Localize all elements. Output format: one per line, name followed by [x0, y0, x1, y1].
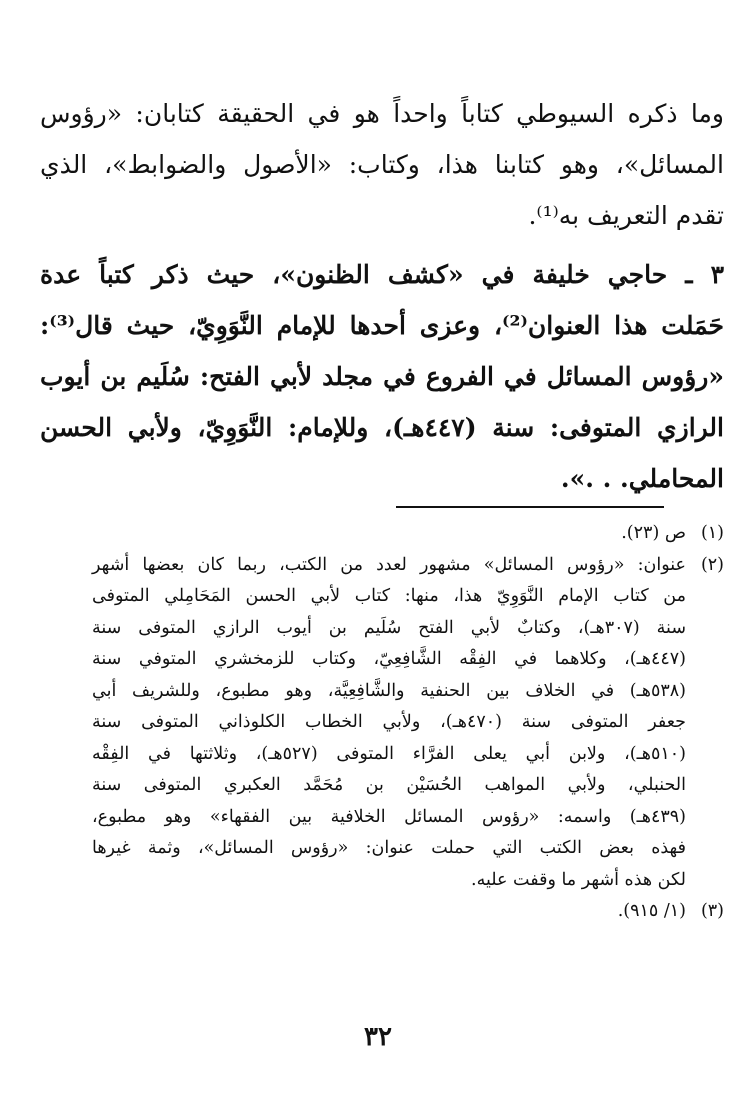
- paragraph-suyuti: [40, 88, 724, 241]
- footnote-line: (٥٣٨هـ) في الخلاف بين الحنفية والشَّافِعِيَّة، وهو مطبوع، وللشريف أبي: [92, 680, 686, 701]
- footnote-number: (٢): [700, 554, 724, 575]
- footnotes: [92, 518, 724, 928]
- text-line: تقدم التعريف به⁽¹⁾.: [528, 201, 724, 230]
- footnote-line: (٤٤٧هـ)، وكلاهما في الفِقْه الشَّافِعِيّ، وكتاب للزمخشري المتوفي سنة: [92, 649, 686, 669]
- text-line: وما ذكره السيوطي كتاباً واحداً هو في الحقيقة كتابان: «رؤوس: [40, 99, 724, 128]
- footnote-number: (٣): [700, 901, 724, 921]
- footnote-text: [92, 550, 686, 897]
- main-text: [40, 88, 724, 504]
- footnote-line: ص (٢٣).: [621, 523, 686, 543]
- paragraph-haji-khalifa: [40, 249, 724, 504]
- footnote-number: (١): [700, 523, 724, 543]
- footnote-line: الحنبلي، ولأبي المواهب الحُسَيْن بن مُحَمَّد العكبري المتوفى سنة: [92, 775, 686, 795]
- text-line: الرازي المتوفى: سنة (٤٤٧هـ)، وللإمام: النَّوَوِيّ، ولأبي الحسن: [40, 413, 724, 442]
- footnote-line: جعفر المتوفى سنة (٤٧٠هـ)، ولأبي الخطاب الكلوذاني المتوفى سنة: [92, 712, 686, 732]
- footnote-line: من كتاب الإمام النَّوَوِيّ هذا، منها: كتاب لأبي الحسن المَحَامِلي المتوفى: [92, 586, 686, 606]
- footnote-line: لكن هذه أشهر ما وقفت عليه.: [471, 869, 686, 890]
- text-line: حَمَلت هذا العنوان⁽²⁾، وعزى أحدها للإمام النَّوَوِيّ، حيث قال⁽³⁾:: [40, 311, 724, 340]
- footnote-line: فهذه بعض الكتب التي حملت عنوان: «رؤوس المسائل»، وثمة غيرها: [92, 838, 686, 858]
- footnote-text: [92, 896, 686, 928]
- footnote-line: (٥١٠هـ)، ولابن أبي يعلى الفرَّاء المتوفى (٥٢٧هـ)، وثلاثتها في الفِقْه: [92, 743, 686, 764]
- footnote-2: [92, 550, 724, 897]
- footnote-3: [92, 896, 724, 928]
- footnote-text: [92, 518, 686, 550]
- page-number: ٣٢: [364, 1022, 392, 1052]
- footnote-1: [92, 518, 724, 550]
- text-line: «رؤوس المسائل في الفروع في مجلد لأبي الفتح: سُلَيم بن أيوب: [40, 362, 724, 391]
- footnote-line: عنوان: «رؤوس المسائل» مشهور لعدد من الكتب، ربما كان بعضها أشهر: [92, 554, 686, 575]
- footnote-line: (٤٣٩هـ) واسمه: «رؤوس المسائل الخلافية بين الفقهاء» وهو مطبوع،: [92, 806, 686, 827]
- footnote-separator: [396, 506, 664, 508]
- text-line: ٣ ـ حاجي خليفة في «كشف الظنون»، حيث ذكر كتباً عدة: [40, 260, 724, 289]
- footnote-line: (١/ ٩١٥).: [617, 901, 686, 921]
- text-line: المسائل»، وهو كتابنا هذا، وكتاب: «الأصول والضوابط»، الذي: [40, 150, 724, 179]
- footnote-line: سنة (٣٠٧هـ)، وكتابٌ لأبي الفتح سُلَيم بن أيوب الرازي المتوفى سنة: [92, 617, 687, 638]
- text-line: المحاملي. . .».: [560, 464, 724, 493]
